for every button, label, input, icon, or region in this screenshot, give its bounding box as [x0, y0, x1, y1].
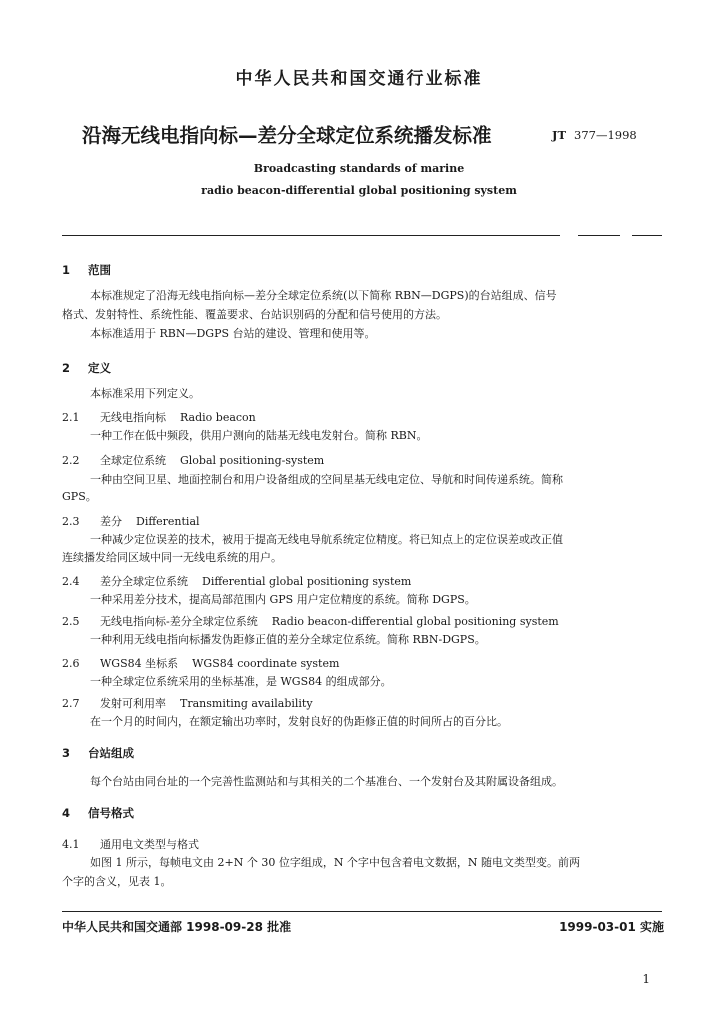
definition-heading	[62, 655, 339, 671]
section-number: 3	[62, 746, 71, 760]
section-1-paragraph: 本标准适用于 RBN—DGPS 台站的建设、管理和使用等。	[90, 327, 376, 340]
definition-term-en: Transmiting availability	[180, 697, 313, 710]
definition-number: 2.6	[62, 657, 80, 670]
subsection-number: 4.1	[62, 838, 80, 851]
section-title: 定义	[88, 361, 111, 375]
definition-text: 一种减少定位误差的技术，被用于提高无线电导航系统定位精度。将已知点上的定位误差或改正值	[90, 533, 563, 546]
standard-title-en-line1: Broadcasting standards of marine	[253, 162, 465, 175]
definition-term-en: Differential	[136, 515, 200, 528]
definition-term: WGS84 坐标系	[100, 657, 179, 670]
definition-text: 一种工作在低中频段，供用户测向的陆基无线电发射台。简称 RBN。	[90, 429, 428, 442]
definition-number: 2.2	[62, 454, 80, 467]
section-3-paragraph: 每个台站由同台址的一个完善性监测站和与其相关的二个基准台、一个发射台及其附属设备组成。	[90, 775, 563, 788]
definition-heading	[62, 452, 324, 468]
section-4-paragraph-line: 如图 1 所示，每帧电文由 2+N 个 30 位字组成，N 个字中包含着电文数据，N 随电文类型变。前两	[90, 856, 581, 869]
footer-rule	[62, 911, 662, 912]
definition-text: 一种由空间卫星、地面控制台和用户设备组成的空间星基无线电定位、导航和时间传递系统。简称	[90, 473, 563, 486]
definition-term-en: Radio beacon	[180, 411, 256, 424]
approval-date: 中华人民共和国交通部 1998-09-28 批准	[62, 920, 292, 934]
section-number: 4	[62, 806, 71, 820]
definition-number: 2.4	[62, 575, 80, 588]
definition-heading	[62, 695, 313, 711]
section-2-intro: 本标准采用下列定义。	[90, 387, 200, 400]
subsection-heading	[62, 836, 199, 852]
definition-term: 全球定位系统	[100, 454, 166, 467]
definition-term-en: Differential global positioning system	[202, 575, 412, 588]
definition-text: 一种采用差分技术，提高局部范围内 GPS 用户定位精度的系统。简称 DGPS。	[90, 593, 476, 606]
definition-heading	[62, 409, 256, 425]
section-1-paragraph-line: 本标准规定了沿海无线电指向标—差分全球定位系统(以下简称 RBN—DGPS)的台站组成、信号	[90, 289, 557, 302]
section-1-heading	[62, 262, 111, 278]
definition-term: 发射可利用率	[100, 697, 166, 710]
standard-title-en-line2: radio beacon-differential global positioning system	[201, 184, 517, 197]
section-3-heading	[62, 745, 134, 761]
section-2-heading	[62, 360, 111, 376]
definition-term-en: Radio beacon-differential global positioning system	[271, 615, 559, 628]
definition-term: 无线电指向标	[100, 411, 166, 424]
publisher-title: 中华人民共和国交通行业标准	[235, 69, 483, 89]
standard-code-number: 377—1998	[574, 128, 637, 142]
definition-number: 2.3	[62, 515, 80, 528]
header-rule-segment	[578, 235, 620, 236]
section-4-paragraph-line: 个字的含义，见表 1。	[62, 875, 172, 888]
header-rule-segment	[632, 235, 662, 236]
section-4-heading	[62, 805, 134, 821]
standard-code-prefix: JT	[552, 128, 566, 142]
definition-heading	[62, 573, 411, 589]
standard-title-cn: 沿海无线电指向标—差分全球定位系统播发标准	[82, 124, 492, 147]
definition-heading	[62, 513, 200, 529]
standard-code	[552, 128, 637, 142]
definition-number: 2.7	[62, 697, 80, 710]
definition-number: 2.1	[62, 411, 80, 424]
definition-term: 无线电指向标-差分全球定位系统	[100, 615, 258, 628]
header-rule	[62, 235, 560, 236]
definition-term-en: WGS84 coordinate system	[192, 657, 340, 670]
section-title: 范围	[88, 263, 111, 277]
definition-term-en: Global positioning-system	[180, 454, 325, 467]
effective-date: 1999-03-01 实施	[559, 920, 664, 934]
section-number: 2	[62, 361, 71, 375]
page-number: 1	[642, 972, 650, 986]
definition-term: 差分	[100, 515, 122, 528]
definition-heading	[62, 613, 559, 629]
definition-text-continued: GPS。	[62, 490, 97, 503]
definition-term: 差分全球定位系统	[100, 575, 188, 588]
subsection-title: 通用电文类型与格式	[100, 838, 199, 851]
section-title: 台站组成	[88, 746, 134, 760]
section-1-paragraph-line: 格式、发射特性、系统性能、覆盖要求、台站识别码的分配和信号使用的方法。	[62, 308, 447, 321]
definition-text-continued: 连续播发给同区域中同一无线电系统的用户。	[62, 551, 282, 564]
section-title: 信号格式	[88, 806, 134, 820]
definition-number: 2.5	[62, 615, 80, 628]
definition-text: 一种利用无线电指向标播发伪距修正值的差分全球定位系统。简称 RBN-DGPS。	[90, 633, 486, 646]
definition-text: 在一个月的时间内，在额定输出功率时，发射良好的伪距修正值的时间所占的百分比。	[90, 715, 508, 728]
section-number: 1	[62, 263, 71, 277]
definition-text: 一种全球定位系统采用的坐标基准，是 WGS84 的组成部分。	[90, 675, 392, 688]
